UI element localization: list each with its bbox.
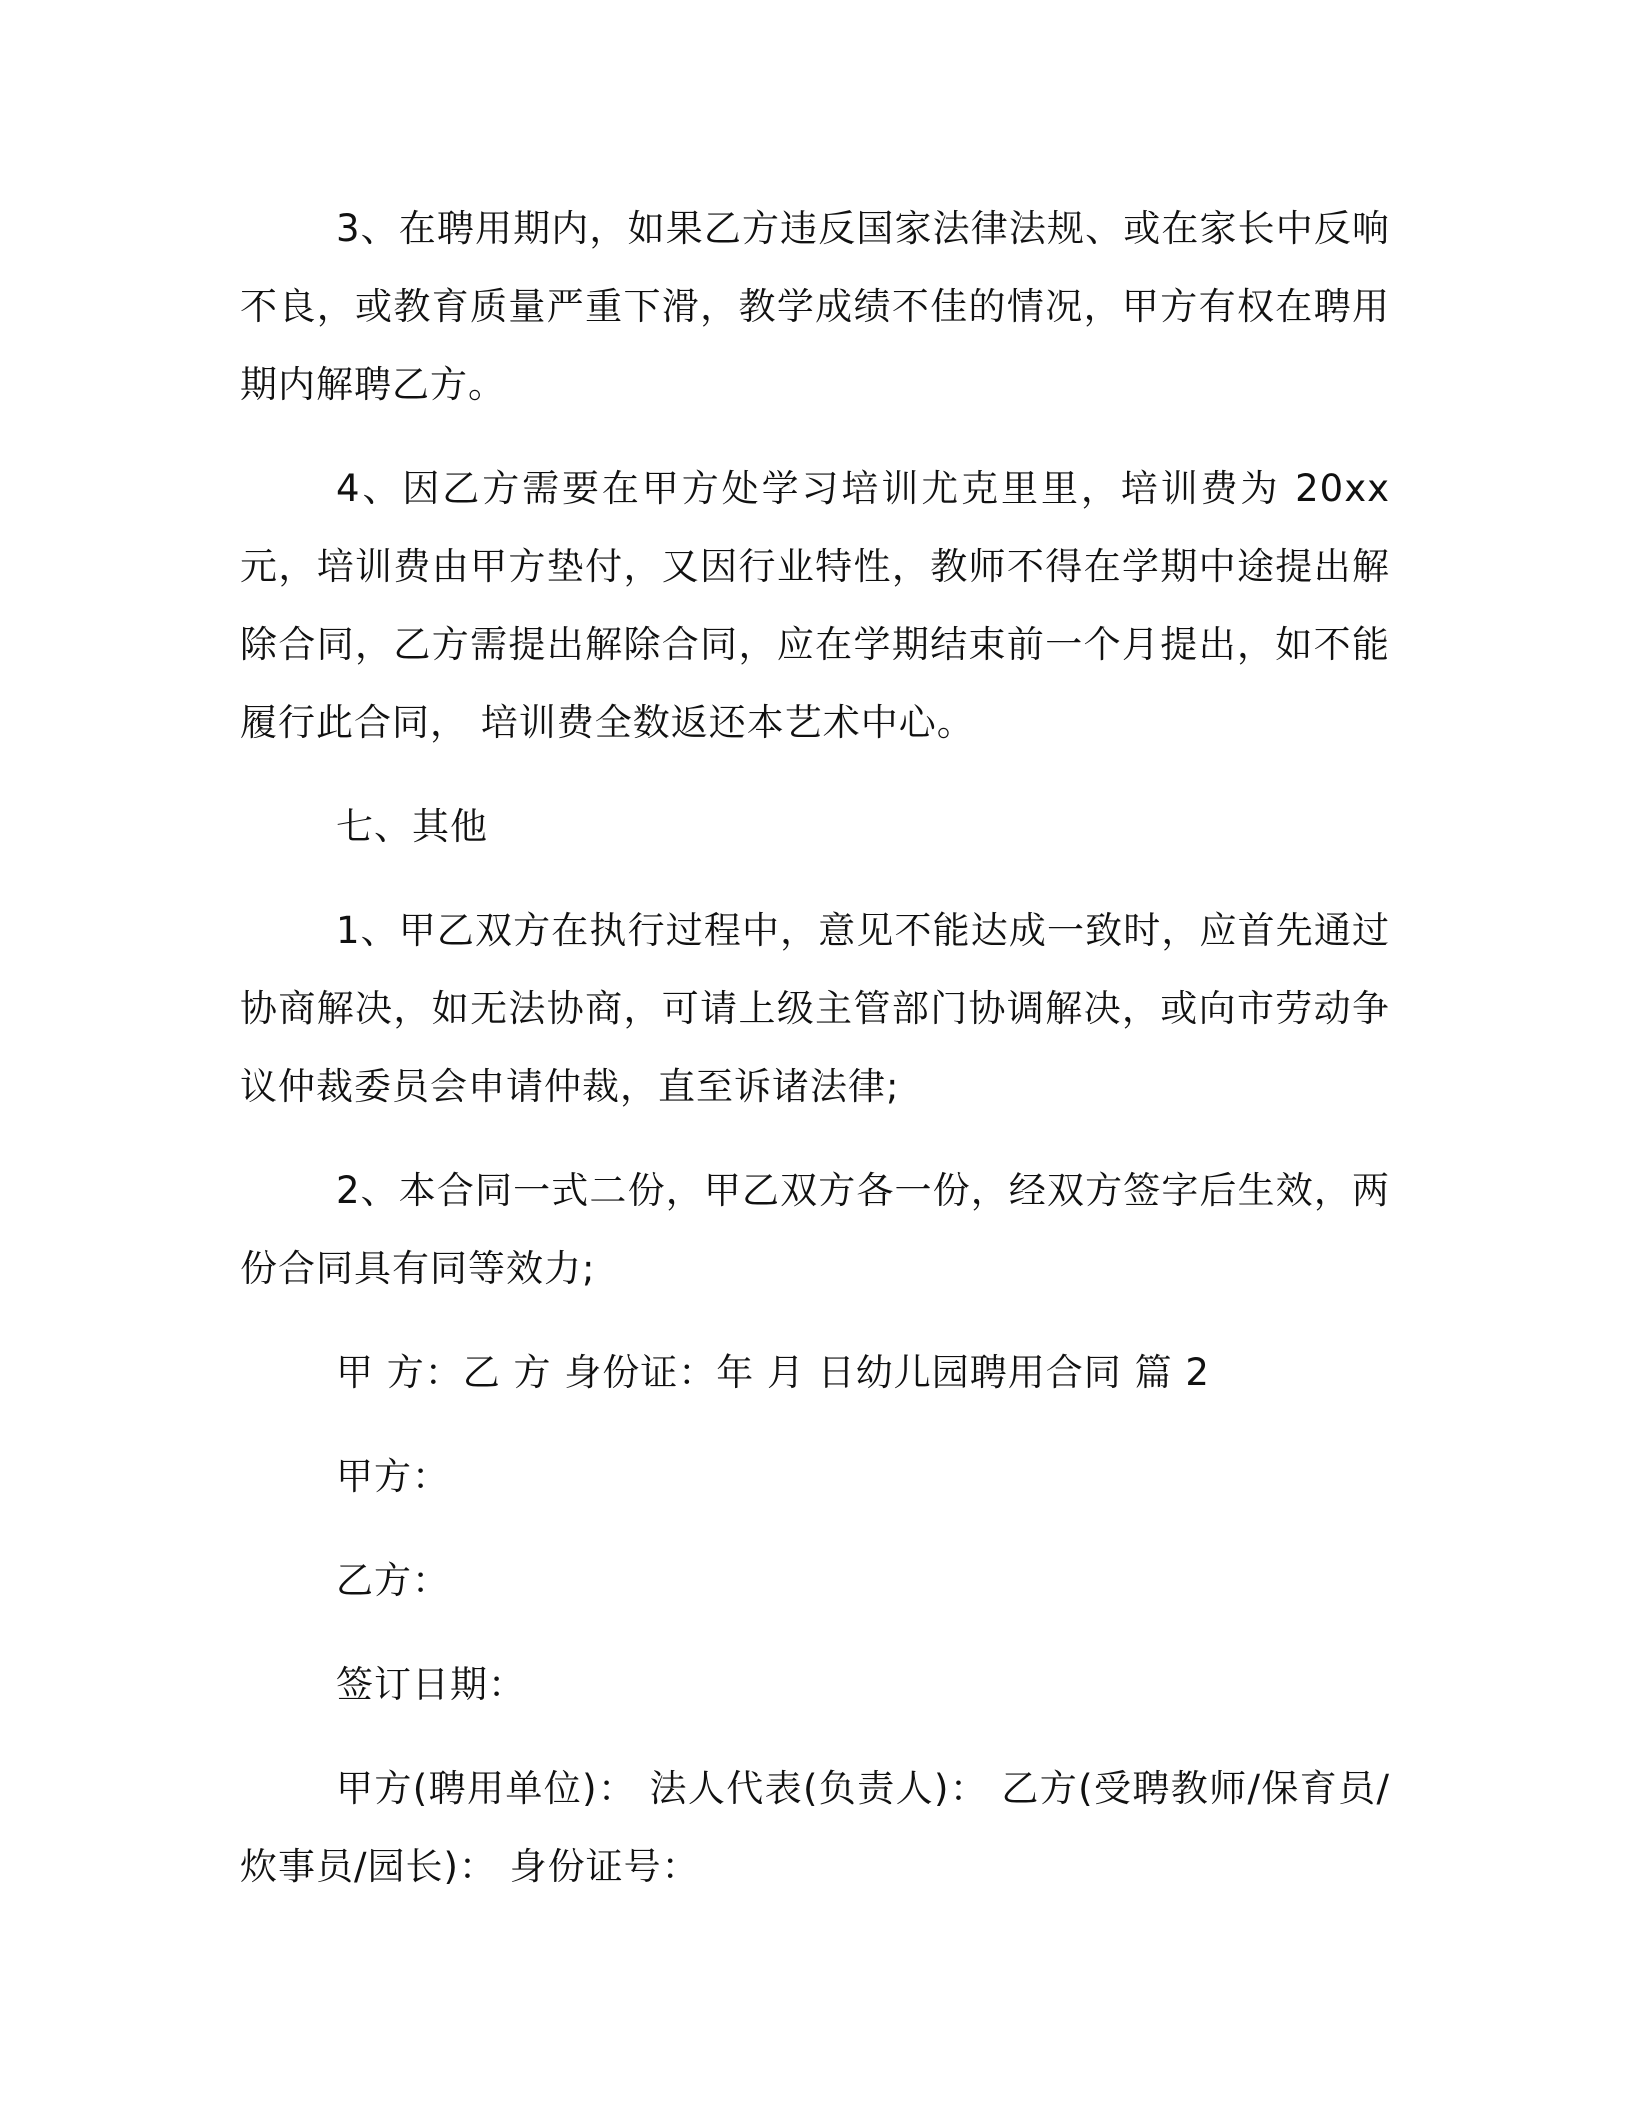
section-heading-other: 七、其他: [336, 805, 488, 848]
signature-line-and-next-title: 甲 方：乙 方 身份证：年 月 日幼儿园聘用合同 篇 2: [336, 1351, 1210, 1394]
parties-detail-paragraph: 甲方(聘用单位)： 法人代表(负责人)： 乙方(受聘教师/保育员/炊事员/园长)： 身份证号：: [240, 1767, 1390, 1888]
clause-4-paragraph: 4、因乙方需要在甲方处学习培训尤克里里，培训费为 20xx 元，培训费由甲方垫付，又因行业特性，教师不得在学期中途提出解除合同，乙方需提出解除合同，应在学期结束前一个月提出，如不能履行此合同， 培训费全数返还本艺术中心。: [240, 467, 1390, 744]
party-b-label: 乙方：: [336, 1559, 450, 1602]
document-body: [240, 190, 1390, 1932]
other-clause-1-paragraph: 1、甲乙双方在执行过程中，意见不能达成一致时，应首先通过协商解决，如无法协商，可请上级主管部门协调解决，或向市劳动争议仲裁委员会申请仲裁，直至诉诸法律;: [240, 909, 1390, 1108]
clause-3-paragraph: 3、在聘用期内，如果乙方违反国家法律法规、或在家长中反响不良，或教育质量严重下滑，教学成绩不佳的情况，甲方有权在聘用期内解聘乙方。: [240, 207, 1390, 406]
signing-date-label: 签订日期：: [336, 1663, 526, 1706]
party-a-label: 甲方：: [336, 1455, 450, 1498]
other-clause-2-paragraph: 2、本合同一式二份，甲乙双方各一份，经双方签字后生效，两份合同具有同等效力;: [240, 1169, 1390, 1290]
